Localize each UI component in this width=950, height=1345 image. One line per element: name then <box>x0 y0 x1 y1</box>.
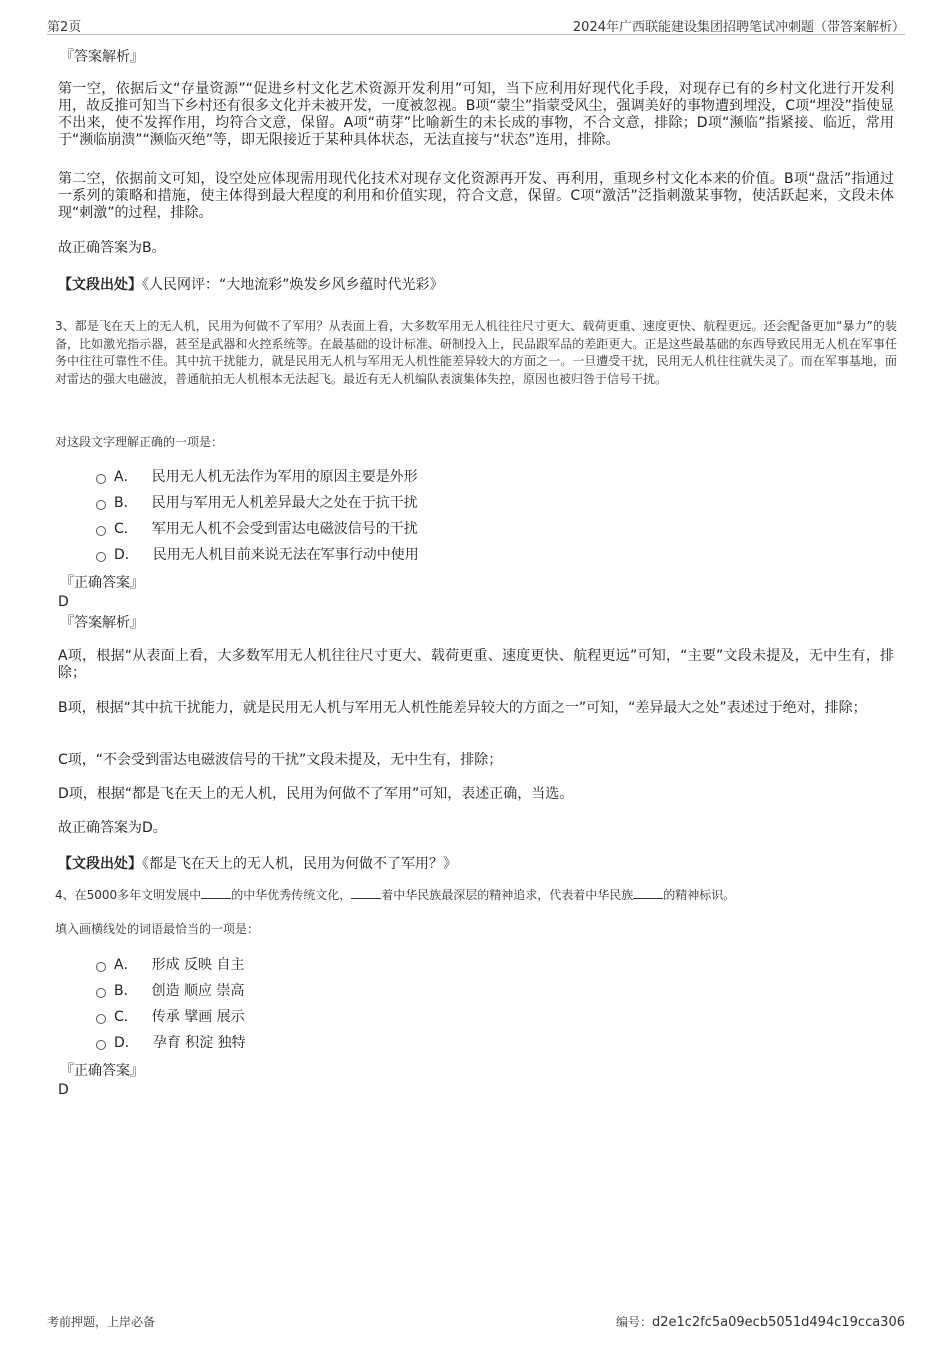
question-text-part: 4、在5000多年文明发展中 <box>55 888 202 902</box>
fill-blank <box>351 886 381 899</box>
analysis-paragraph: D项，根据“都是飞在天上的无人机，民用为何做不了军用”可知，表述正确，当选。 <box>58 786 574 802</box>
document-code-label: 编号： <box>615 1315 652 1329</box>
option-text: 民用无人机无法作为军用的原因主要是外形 <box>151 469 418 485</box>
option-text: 传承 擘画 展示 <box>151 1009 245 1025</box>
answer-conclusion: 故正确答案为D。 <box>58 820 167 836</box>
radio-button[interactable] <box>96 552 106 562</box>
radio-button[interactable] <box>96 962 106 972</box>
analysis-paragraph: C项，“不会受到雷达电磁波信号的干扰”文段未提及，无中生有，排除； <box>58 752 503 768</box>
option-letter: A． <box>114 469 138 485</box>
document-title: 2024年广西联能建设集团招聘笔试冲刺题（带答案解析） <box>572 20 905 35</box>
source-label: 【文段出处】 <box>58 856 142 872</box>
analysis-paragraph: A项，根据“从表面上看，大多数军用无人机往往尺寸更大、载荷更重、速度更快、航程更远”可知，“主要”文段未提及，无中生有，排除； <box>58 648 894 681</box>
analysis-paragraph: 第一空，依据后文“存量资源”“促进乡村文化艺术资源开发利用”可知，当下应利用好现代化手段，对现存已有的乡村文化进行开发利用，故反推可知当下乡村还有很多文化并未被开发，一度被忽视。B项“蒙尘”指蒙受风尘，强调美好的事物遭到埋没，C项“埋没”指使显不出来，使不发挥作用，均符合文意，保留。A项“萌芽”比喻新生的未长成的事物，不合文意，排除；D项“濒临”指紧接、临近，常用于“濒临崩溃”“濒临灭绝”等，即无限接近于某种具体状态，无法直接与“状态”连用，排除。 <box>58 81 894 148</box>
correct-answer: D <box>58 1082 69 1098</box>
radio-button[interactable] <box>96 500 106 510</box>
source-citation <box>58 853 457 873</box>
document-code <box>616 1313 905 1330</box>
question-text-part: 的中华优秀传统文化， <box>231 888 352 902</box>
option-b[interactable] <box>96 492 418 512</box>
option-d[interactable] <box>96 544 419 564</box>
page-header <box>47 14 905 35</box>
radio-button[interactable] <box>96 526 106 536</box>
radio-button[interactable] <box>96 1040 106 1050</box>
option-text: 民用无人机目前来说无法在军事行动中使用 <box>152 547 419 563</box>
option-text: 军用无人机不会受到雷达电磁波信号的干扰 <box>151 521 418 537</box>
question-text-part: 的精神标识。 <box>663 888 736 902</box>
answer-conclusion: 故正确答案为B。 <box>58 240 166 256</box>
option-letter: B． <box>114 983 138 999</box>
option-letter: B． <box>114 495 138 511</box>
question-prompt: 对这段文字理解正确的一项是： <box>55 435 224 449</box>
option-text: 创造 顺应 崇高 <box>151 983 245 999</box>
option-letter: A． <box>114 957 138 973</box>
analysis-paragraph: B项，根据“其中抗干扰能力，就是民用无人机与军用无人机性能差异较大的方面之一”可知，“差异最大之处”表述过于绝对，排除； <box>58 700 867 716</box>
question-text <box>55 886 735 903</box>
fill-blank <box>201 886 231 899</box>
source-title: 《都是飞在天上的无人机，民用为何做不了军用？》 <box>142 856 457 872</box>
source-citation <box>58 274 444 294</box>
question-prompt: 填入画横线处的词语最恰当的一项是： <box>55 922 260 936</box>
radio-button[interactable] <box>96 1014 106 1024</box>
analysis-label: 『答案解析』 <box>60 615 144 631</box>
analysis-paragraph: 第二空，依据前文可知，设空处应体现需用现代化技术对现存文化资源再开发、再利用，重现乡村文化本来的价值。B项“盘活”指通过一系列的策略和措施，使主体得到最大程度的利用和价值实现，符合文意，保留。C项“激活”泛指刺激某事物，使活跃起来，文段未体现“刺激”的过程，排除。 <box>58 171 894 221</box>
footer-slogan: 考前押题，上岸必备 <box>47 1315 156 1329</box>
correct-answer-label: 『正确答案』 <box>60 1063 144 1079</box>
radio-button[interactable] <box>96 988 106 998</box>
correct-answer: D <box>58 594 69 610</box>
analysis-label: 『答案解析』 <box>60 49 144 65</box>
correct-answer-label: 『正确答案』 <box>60 575 144 591</box>
question-text-part: 着中华民族最深层的精神追求，代表着中华民族 <box>381 888 634 902</box>
option-a[interactable] <box>96 954 244 974</box>
option-letter: D． <box>114 547 139 563</box>
option-text: 民用与军用无人机差异最大之处在于抗干扰 <box>151 495 418 511</box>
option-b[interactable] <box>96 980 245 1000</box>
source-title: 《人民网评：“大地流彩”焕发乡风乡蕴时代光彩》 <box>142 277 444 293</box>
option-letter: C． <box>114 1009 138 1025</box>
option-c[interactable] <box>96 1006 245 1026</box>
option-letter: C． <box>114 521 138 537</box>
option-c[interactable] <box>96 518 418 538</box>
question-text: 3、都是飞在天上的无人机，民用为何做不了军用？从表面上看，大多数军用无人机往往尺寸更大、载荷更重、速度更快、航程更远。还会配备更加“暴力”的装备，比如激光指示器，甚至是武器和火控系统等。在最基础的设计标准、研制投入上，民品跟军品的差距更大。正是这些最基础的东西导致民用无人机在军事任务中往往可靠性不佳。其中抗干扰能力，就是民用无人机与军用无人机性能差异较大的方面之一。一旦遭受干扰，民用无人机往往就失灵了。而在军事基地，面对雷达的强大电磁波，普通航拍无人机根本无法起飞。最近有无人机编队表演集体失控，原因也被归咎于信号干扰。 <box>55 319 897 386</box>
source-label: 【文段出处】 <box>58 277 142 293</box>
radio-button[interactable] <box>96 474 106 484</box>
document-code-value: d2e1c2fc5a09ecb5051d494c19cca306 <box>651 1315 905 1330</box>
option-text: 形成 反映 自主 <box>151 957 245 973</box>
option-text: 孕育 积淀 独特 <box>152 1035 246 1051</box>
option-d[interactable] <box>96 1032 246 1052</box>
page-number: 第2页 <box>47 20 82 35</box>
option-letter: D． <box>114 1035 139 1051</box>
option-a[interactable] <box>96 466 418 486</box>
fill-blank <box>633 886 663 899</box>
page-footer <box>47 1313 905 1331</box>
